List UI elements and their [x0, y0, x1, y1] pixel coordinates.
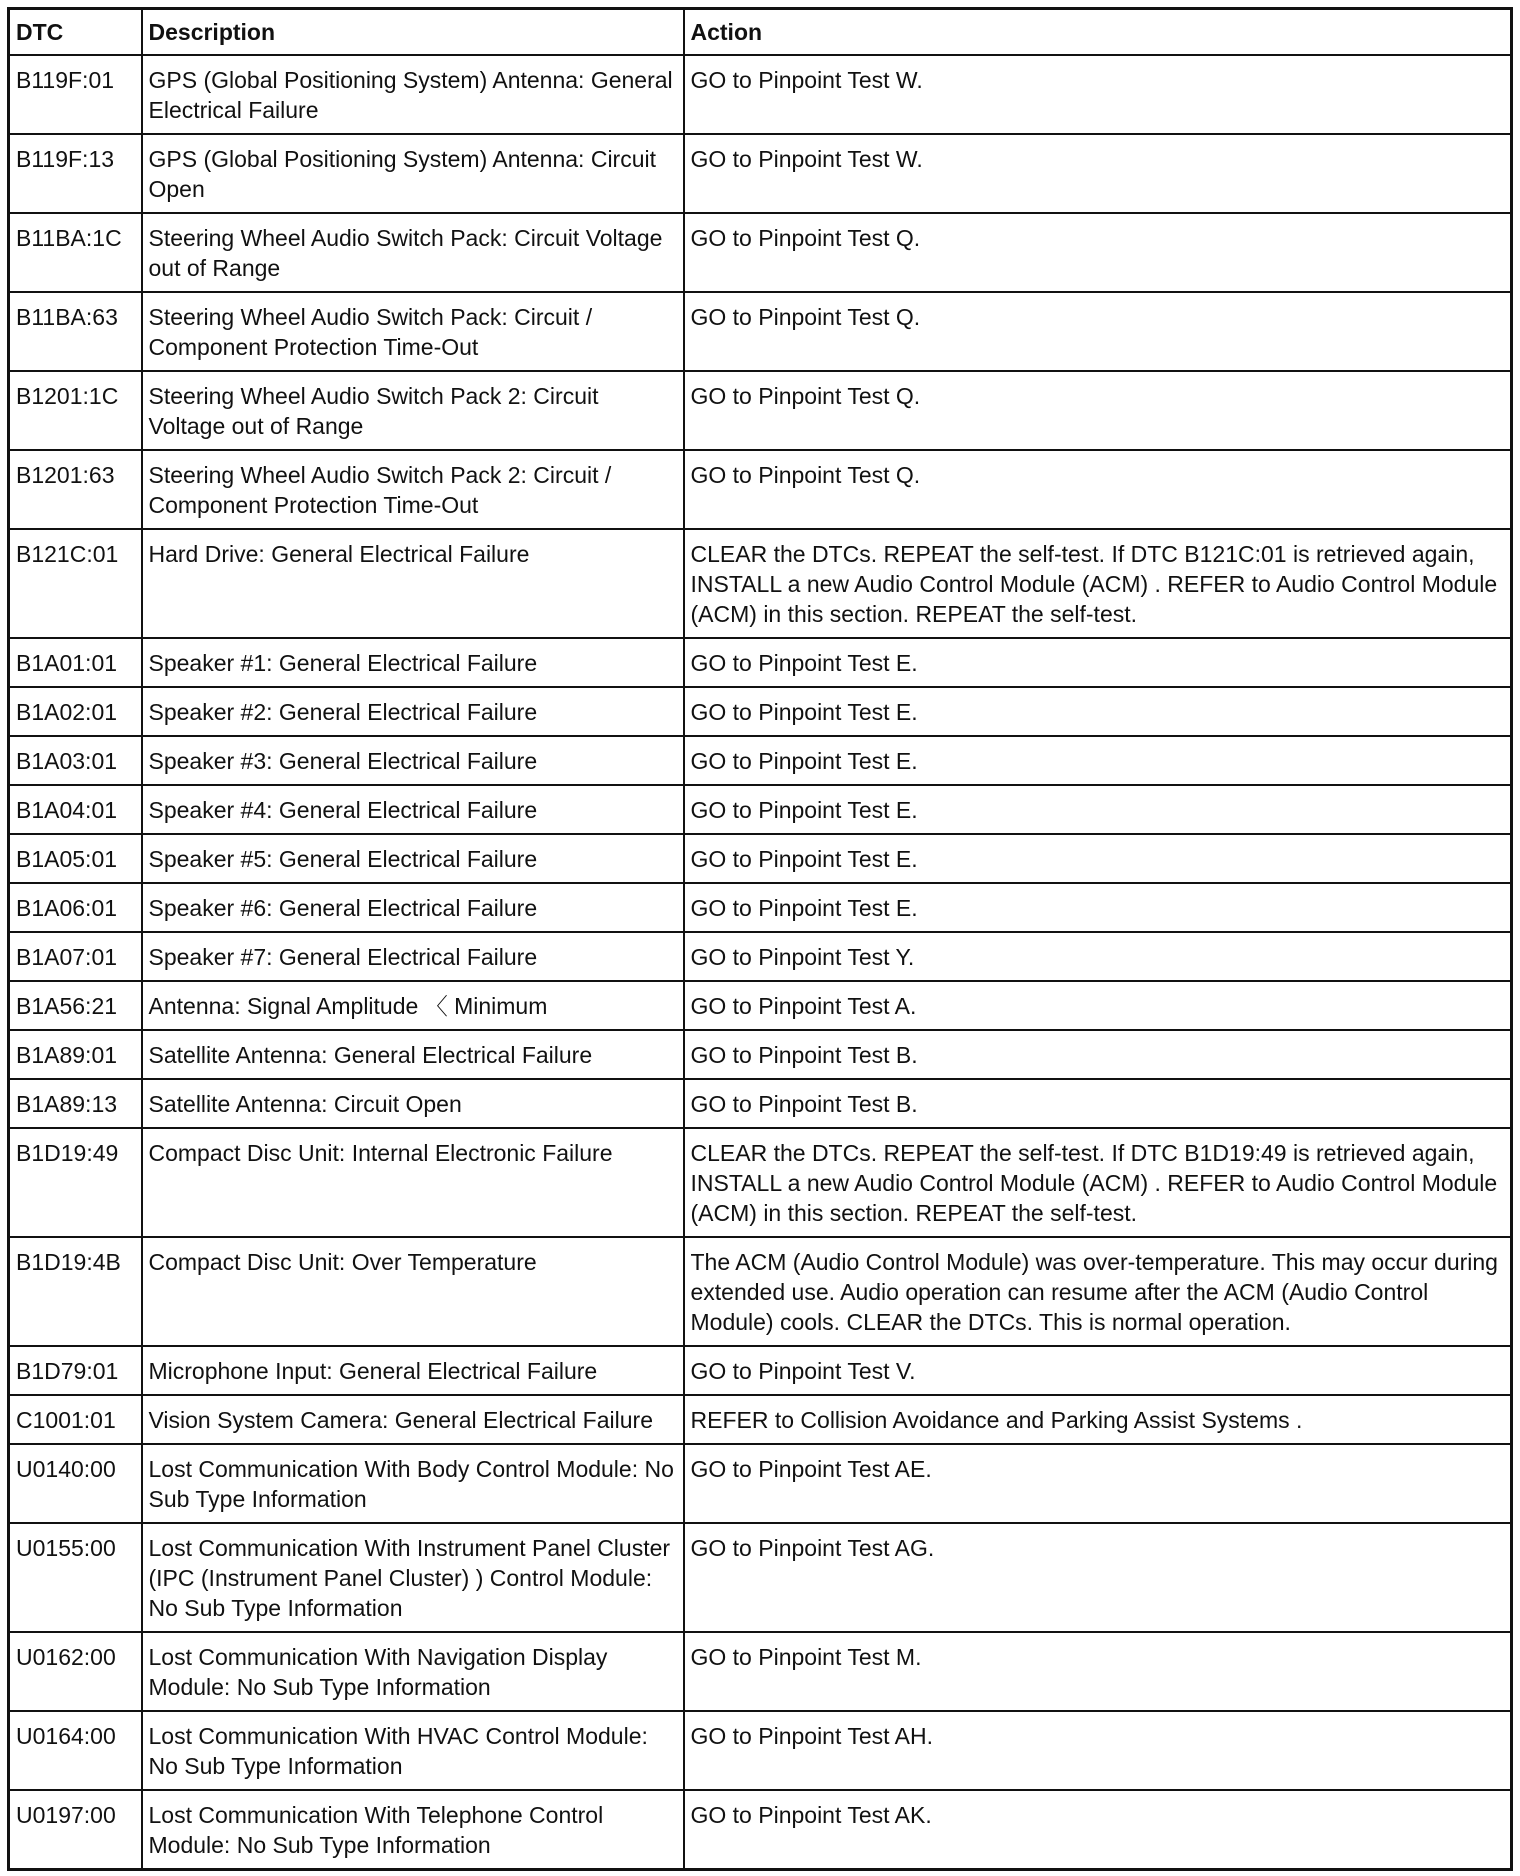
dtc-cell: B1A04:01	[9, 785, 142, 834]
action-cell: GO to Pinpoint Test AG.	[684, 1523, 1512, 1632]
description-cell: Lost Communication With HVAC Control Module: No Sub Type Information	[142, 1711, 684, 1790]
description-cell: Speaker #6: General Electrical Failure	[142, 883, 684, 932]
description-cell: Antenna: Signal Amplitude 〈 Minimum	[142, 981, 684, 1030]
table-row	[9, 785, 1512, 834]
description-cell: Lost Communication With Telephone Control Module: No Sub Type Information	[142, 1790, 684, 1870]
table-row	[9, 638, 1512, 687]
table-row	[9, 292, 1512, 371]
description-cell: Speaker #1: General Electrical Failure	[142, 638, 684, 687]
description-cell: Speaker #3: General Electrical Failure	[142, 736, 684, 785]
table-row	[9, 450, 1512, 529]
table-row	[9, 1128, 1512, 1237]
table-row	[9, 55, 1512, 134]
table-row	[9, 834, 1512, 883]
dtc-cell: U0197:00	[9, 1790, 142, 1870]
action-cell: GO to Pinpoint Test W.	[684, 55, 1512, 134]
action-cell: GO to Pinpoint Test Q.	[684, 292, 1512, 371]
table-row	[9, 1523, 1512, 1632]
description-cell: Steering Wheel Audio Switch Pack: Circuit / Component Protection Time-Out	[142, 292, 684, 371]
dtc-table	[7, 7, 1513, 1871]
table-row	[9, 529, 1512, 638]
dtc-cell: B1A89:13	[9, 1079, 142, 1128]
description-cell: GPS (Global Positioning System) Antenna: Circuit Open	[142, 134, 684, 213]
header-action: Action	[684, 9, 1512, 56]
dtc-cell: B1D79:01	[9, 1346, 142, 1395]
table-row	[9, 213, 1512, 292]
table-body	[9, 55, 1512, 1870]
table-row	[9, 1030, 1512, 1079]
table-header	[9, 9, 1512, 56]
table-row	[9, 134, 1512, 213]
table-row	[9, 883, 1512, 932]
header-description: Description	[142, 9, 684, 56]
action-cell: GO to Pinpoint Test Q.	[684, 450, 1512, 529]
description-cell: Lost Communication With Instrument Panel Cluster (IPC (Instrument Panel Cluster) ) Control Module: No Sub Type Information	[142, 1523, 684, 1632]
table-row	[9, 1711, 1512, 1790]
dtc-cell: B1A06:01	[9, 883, 142, 932]
description-cell: Speaker #5: General Electrical Failure	[142, 834, 684, 883]
description-cell: Steering Wheel Audio Switch Pack 2: Circuit Voltage out of Range	[142, 371, 684, 450]
action-cell: GO to Pinpoint Test AK.	[684, 1790, 1512, 1870]
dtc-cell: B1201:1C	[9, 371, 142, 450]
action-cell: GO to Pinpoint Test V.	[684, 1346, 1512, 1395]
table-row	[9, 1346, 1512, 1395]
header-row	[9, 9, 1512, 56]
description-cell: Vision System Camera: General Electrical Failure	[142, 1395, 684, 1444]
action-cell: The ACM (Audio Control Module) was over-temperature. This may occur during extended use. Audio operation can resume after the ACM (Audio Control Module) cools. CLEAR the DTCs. This is normal operation.	[684, 1237, 1512, 1346]
action-cell: GO to Pinpoint Test Q.	[684, 371, 1512, 450]
description-cell: Satellite Antenna: Circuit Open	[142, 1079, 684, 1128]
table-row	[9, 371, 1512, 450]
dtc-cell: B1D19:49	[9, 1128, 142, 1237]
dtc-cell: U0164:00	[9, 1711, 142, 1790]
action-cell: GO to Pinpoint Test W.	[684, 134, 1512, 213]
table-row	[9, 981, 1512, 1030]
description-cell: GPS (Global Positioning System) Antenna: General Electrical Failure	[142, 55, 684, 134]
dtc-cell: C1001:01	[9, 1395, 142, 1444]
table-row	[9, 736, 1512, 785]
table-row	[9, 687, 1512, 736]
description-cell: Compact Disc Unit: Over Temperature	[142, 1237, 684, 1346]
description-cell: Lost Communication With Navigation Display Module: No Sub Type Information	[142, 1632, 684, 1711]
action-cell: GO to Pinpoint Test A.	[684, 981, 1512, 1030]
dtc-cell: B119F:13	[9, 134, 142, 213]
description-cell: Speaker #4: General Electrical Failure	[142, 785, 684, 834]
table-row	[9, 1790, 1512, 1870]
action-cell: REFER to Collision Avoidance and Parking Assist Systems .	[684, 1395, 1512, 1444]
action-cell: GO to Pinpoint Test E.	[684, 883, 1512, 932]
description-cell: Compact Disc Unit: Internal Electronic Failure	[142, 1128, 684, 1237]
description-cell: Speaker #2: General Electrical Failure	[142, 687, 684, 736]
action-cell: CLEAR the DTCs. REPEAT the self-test. If DTC B121C:01 is retrieved again, INSTALL a new Audio Control Module (ACM) . REFER to Audio Control Module (ACM) in this section. REPEAT the self-test.	[684, 529, 1512, 638]
action-cell: GO to Pinpoint Test E.	[684, 785, 1512, 834]
table-row	[9, 1395, 1512, 1444]
table-row	[9, 1079, 1512, 1128]
dtc-cell: U0155:00	[9, 1523, 142, 1632]
dtc-cell: B1A05:01	[9, 834, 142, 883]
description-cell: Lost Communication With Body Control Module: No Sub Type Information	[142, 1444, 684, 1523]
table-row	[9, 932, 1512, 981]
document-page	[7, 7, 1510, 1871]
description-cell: Speaker #7: General Electrical Failure	[142, 932, 684, 981]
dtc-cell: B1A89:01	[9, 1030, 142, 1079]
action-cell: GO to Pinpoint Test E.	[684, 687, 1512, 736]
action-cell: CLEAR the DTCs. REPEAT the self-test. If DTC B1D19:49 is retrieved again, INSTALL a new Audio Control Module (ACM) . REFER to Audio Control Module (ACM) in this section. REPEAT the self-test.	[684, 1128, 1512, 1237]
action-cell: GO to Pinpoint Test AH.	[684, 1711, 1512, 1790]
dtc-cell: B1A02:01	[9, 687, 142, 736]
dtc-cell: B11BA:63	[9, 292, 142, 371]
dtc-cell: B1A01:01	[9, 638, 142, 687]
table-row	[9, 1444, 1512, 1523]
dtc-cell: B1A56:21	[9, 981, 142, 1030]
dtc-cell: B1201:63	[9, 450, 142, 529]
description-cell: Hard Drive: General Electrical Failure	[142, 529, 684, 638]
table-row	[9, 1632, 1512, 1711]
description-cell: Microphone Input: General Electrical Failure	[142, 1346, 684, 1395]
dtc-cell: B11BA:1C	[9, 213, 142, 292]
header-dtc: DTC	[9, 9, 142, 56]
action-cell: GO to Pinpoint Test Q.	[684, 213, 1512, 292]
table-row	[9, 1237, 1512, 1346]
dtc-cell: U0140:00	[9, 1444, 142, 1523]
action-cell: GO to Pinpoint Test Y.	[684, 932, 1512, 981]
action-cell: GO to Pinpoint Test E.	[684, 834, 1512, 883]
action-cell: GO to Pinpoint Test B.	[684, 1030, 1512, 1079]
dtc-cell: U0162:00	[9, 1632, 142, 1711]
action-cell: GO to Pinpoint Test E.	[684, 638, 1512, 687]
action-cell: GO to Pinpoint Test B.	[684, 1079, 1512, 1128]
dtc-cell: B1A03:01	[9, 736, 142, 785]
dtc-cell: B1D19:4B	[9, 1237, 142, 1346]
dtc-cell: B119F:01	[9, 55, 142, 134]
dtc-cell: B121C:01	[9, 529, 142, 638]
action-cell: GO to Pinpoint Test AE.	[684, 1444, 1512, 1523]
description-cell: Steering Wheel Audio Switch Pack 2: Circuit / Component Protection Time-Out	[142, 450, 684, 529]
dtc-cell: B1A07:01	[9, 932, 142, 981]
description-cell: Steering Wheel Audio Switch Pack: Circuit Voltage out of Range	[142, 213, 684, 292]
action-cell: GO to Pinpoint Test E.	[684, 736, 1512, 785]
action-cell: GO to Pinpoint Test M.	[684, 1632, 1512, 1711]
description-cell: Satellite Antenna: General Electrical Failure	[142, 1030, 684, 1079]
